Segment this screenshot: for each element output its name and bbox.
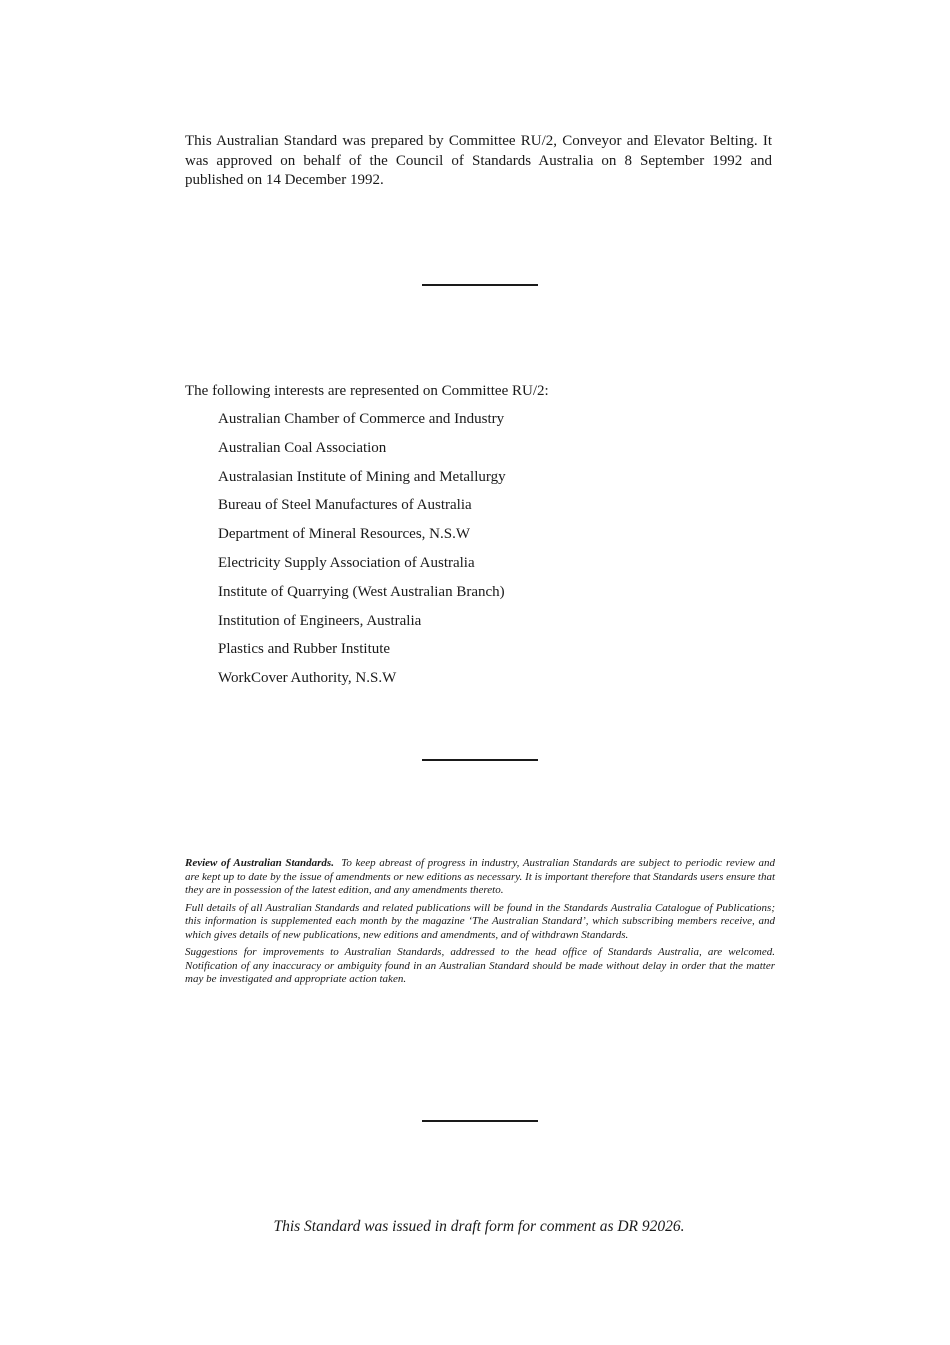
preparation-statement: This Australian Standard was prepared by Committee RU/2, Conveyor and Elevator Belting. It was approved on behalf of the Council of Standards Australia on 8 September 1992 and published on 14 December 1992. (185, 133, 772, 188)
draft-note: This Standard was issued in draft form for comment as DR 92026. (273, 1218, 685, 1235)
review-text: To keep abreast of progress in industry, Australian Standards are subject to periodic review and are kept up to date by the issue of amendments or new editions as necessary. It is important therefore that Standards users ensure that they are in possession of the latest edition, and any amendments thereto. (185, 857, 775, 896)
suggestions-paragraph: Suggestions for improvements to Australian Standards, addressed to the head office of Standards Australia, are welcomed. Notification of any inaccuracy or ambiguity found in an Australian Standard should be made without delay in order that the matter may be investigated and appropriate action taken. (185, 946, 775, 985)
committee-intro: The following interests are represented on Committee RU/2: (185, 383, 549, 399)
section-divider (422, 284, 538, 286)
committee-member: Plastics and Rubber Institute (218, 641, 391, 658)
review-notice (185, 857, 775, 991)
committee-member: Bureau of Steel Manufactures of Australia (218, 497, 472, 514)
committee-member-list (218, 409, 506, 697)
committee-member: Electricity Supply Association of Australia (218, 554, 475, 571)
committee-member: Department of Mineral Resources, N.S.W (218, 526, 471, 543)
section-divider (422, 759, 538, 761)
committee-member: Australian Coal Association (218, 439, 387, 456)
review-heading: Review of Australian Standards. (185, 857, 334, 869)
committee-member: Institution of Engineers, Australia (218, 612, 422, 629)
committee-member: WorkCover Authority, N.S.W (218, 670, 397, 687)
review-paragraph (185, 857, 775, 898)
committee-member: Australasian Institute of Mining and Metallurgy (218, 468, 506, 485)
section-divider (422, 1120, 538, 1122)
catalogue-paragraph: Full details of all Australian Standards and related publications will be found in the Standards Australia Catalogue of Publications; this information is supplemented each month by the magazine ‘The Australian Standard’, which subscribing members receive, and which gives details of new publications, new editions and amendments, and of withdrawn Standards. (185, 901, 775, 941)
committee-member: Institute of Quarrying (West Australian Branch) (218, 583, 505, 600)
committee-member: Australian Chamber of Commerce and Industry (218, 411, 505, 427)
